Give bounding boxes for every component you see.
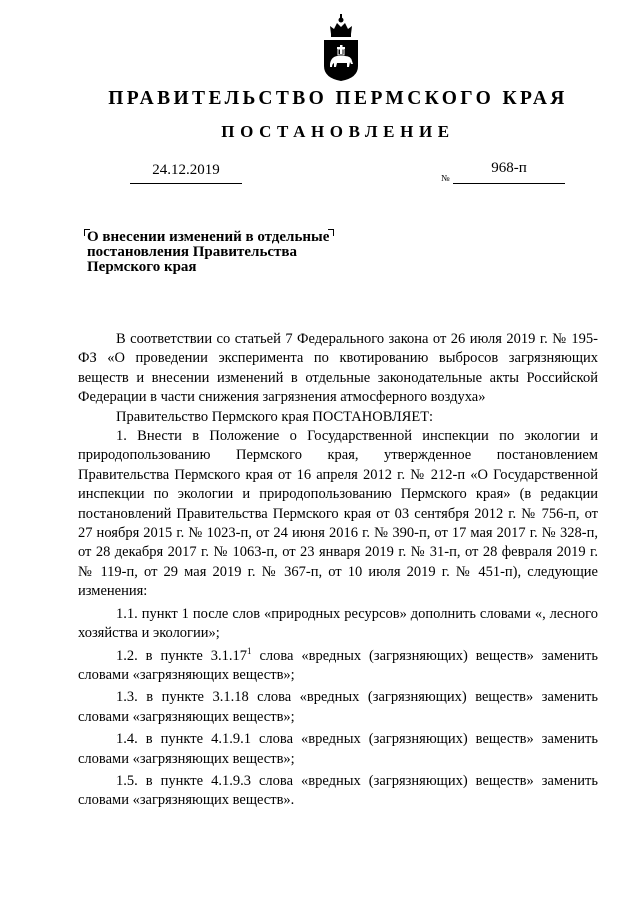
resolves-paragraph: Правительство Пермского края ПОСТАНОВЛЯЕТ:	[116, 408, 434, 425]
item-1-2-text-end: слова «вредных (загрязняющих) веществ» заменить словами «загрязняющих веществ»;	[78, 647, 598, 683]
document-number: 968-п	[453, 160, 565, 184]
item-1-paragraph: 1. Внести в Положение о Государственной инспекции по экологии и природопользованию Пермского края, утвержденное постановлением Правительства Пермского края от 16 апреля 2012 г. № 212-п «О Государственной инспекции по экологии и природопользованию Пермского края» (в редакции постановлений Правительства Пермского края от 03 сентября 2012 г. № 756-п, от 27 ноября 2015 г. № 1023-п, от 24 июня 2016 г. № 390-п, от 17 мая 2017 г. № 328-п, от 28 декабря 2017 г. № 1063-п, от 23 января 2019 г. № 31-п, от 28 февраля 2019 г. № 119-п, от 29 мая 2019 г. № 367-п, от 10 июля 2019 г. № 451-п), следующие изменения:	[78, 428, 598, 600]
item-1-2-paragraph	[78, 647, 598, 686]
document-type: ПОСТАНОВЛЕНИЕ	[221, 122, 455, 141]
item-1-2-text-start: 1.2. в пункте 3.1.17	[116, 647, 248, 664]
perm-krai-coat-of-arms-icon	[321, 12, 361, 82]
number-sign: №	[441, 173, 450, 183]
item-1-4-paragraph: 1.4. в пункте 4.1.9.1 слова «вредных (загрязняющих) веществ» заменить словами «загрязняющих веществ»;	[78, 731, 598, 767]
preamble-paragraph: В соответствии со статьей 7 Федерального закона от 26 июля 2019 г. № 195-ФЗ «О проведении эксперимента по квотированию выбросов загрязняющих веществ и внесении изменений в отдельные законодательные акты Российской Федерации в части снижения загрязнения атмосферного воздуха»	[78, 331, 598, 406]
document-date: 24.12.2019	[130, 162, 242, 184]
item-1-5-paragraph: 1.5. в пункте 4.1.9.3 слова «вредных (загрязняющих) веществ» заменить словами «загрязняющих веществ».	[78, 772, 598, 809]
item-1-3-paragraph: 1.3. в пункте 3.1.18 слова «вредных (загрязняющих) веществ» заменить словами «загрязняющих веществ»;	[78, 689, 598, 725]
document-subject: О внесении изменений в отдельные постановления Правительства Пермского края	[87, 229, 330, 275]
document-body	[78, 330, 598, 811]
item-1-1-paragraph: 1.1. пункт 1 после слов «природных ресурсов» дополнить словами «, лесного хозяйства и экологии»;	[78, 605, 598, 642]
government-name: ПРАВИТЕЛЬСТВО ПЕРМСКОГО КРАЯ	[108, 88, 568, 109]
item-1-2-superscript: 1	[247, 645, 252, 656]
